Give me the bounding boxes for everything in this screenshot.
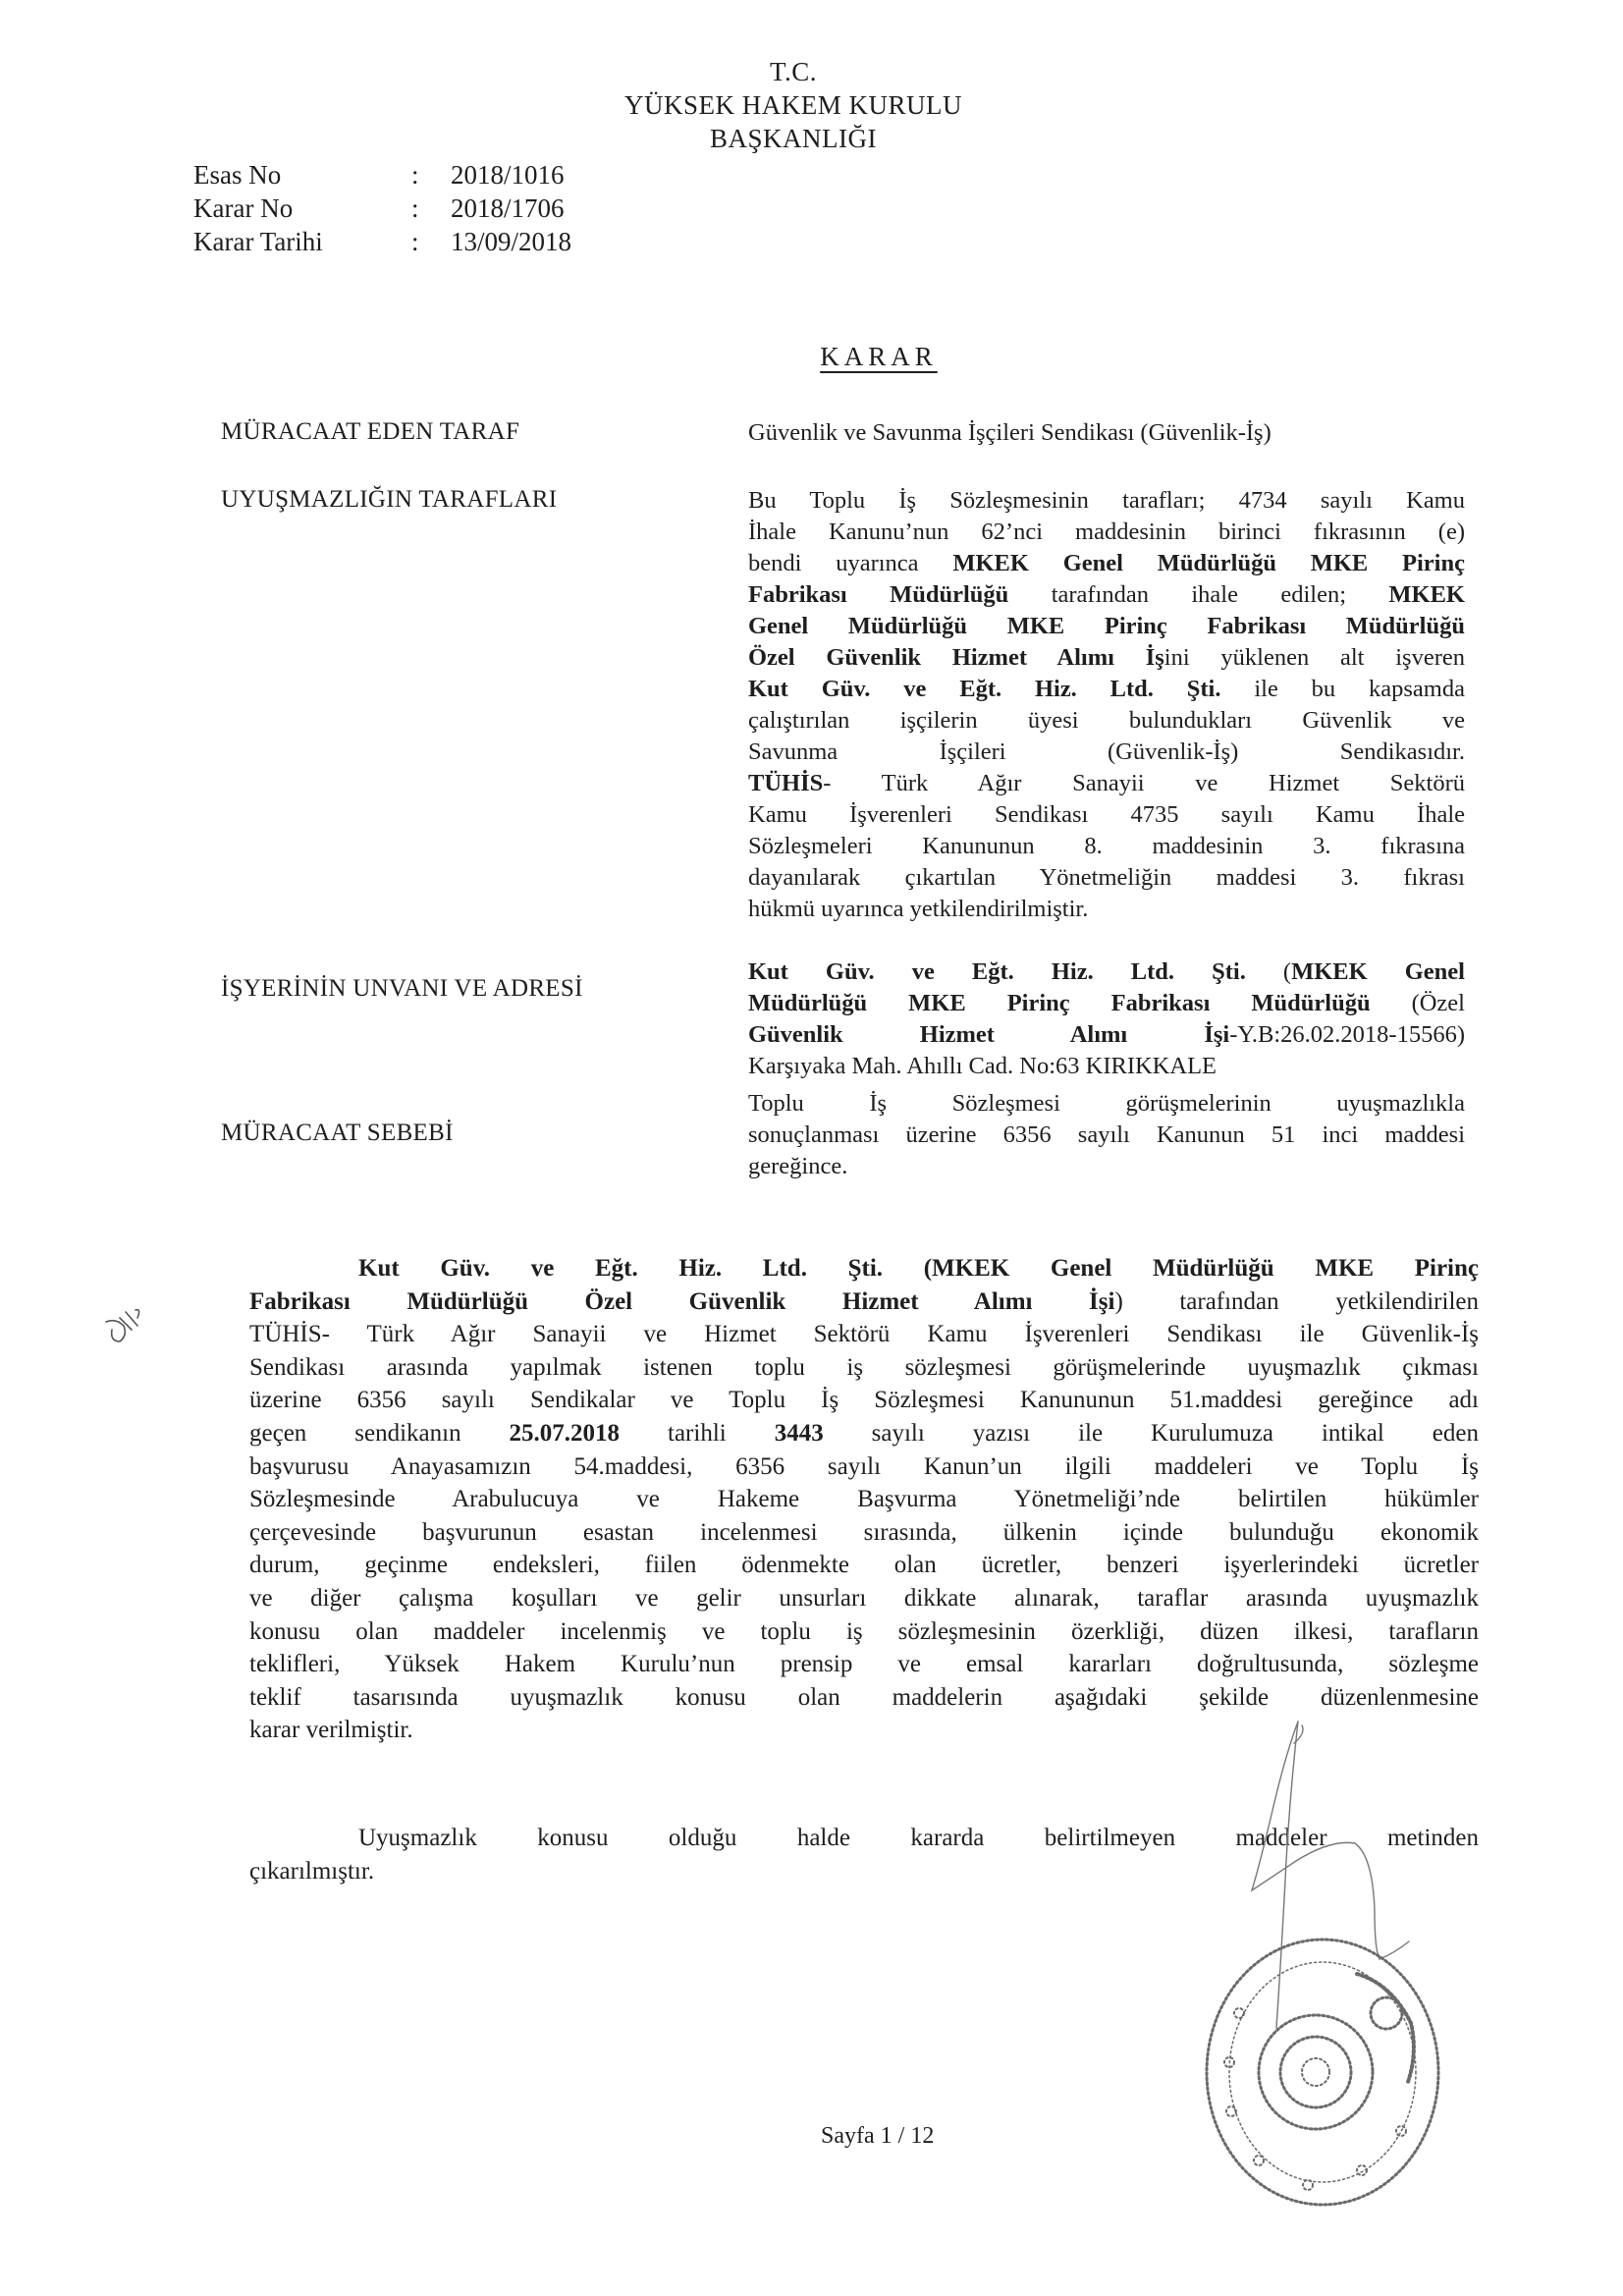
bold-run: Kut Güv. ve Eğt. Hiz. Ltd. Şti. — [748, 958, 1246, 985]
text-run: karar verilmiştir. — [249, 1717, 413, 1744]
value-muracaat-sebebi — [748, 1088, 1465, 1182]
meta-value: 2018/1706 — [451, 193, 565, 223]
text-run: tarihli — [620, 1419, 775, 1447]
text-line — [249, 1318, 1479, 1351]
official-seal-icon — [1200, 1935, 1445, 2219]
meta-value: 2018/1016 — [451, 160, 565, 190]
text-line — [748, 768, 1465, 799]
text-line — [748, 737, 1465, 768]
text-line — [249, 1516, 1479, 1550]
text-line — [249, 1615, 1479, 1649]
text-line — [748, 1120, 1465, 1151]
bold-run: MKEK Genel Müdürlüğü MKE Pirinç — [952, 550, 1465, 576]
text-run: ve diğer çalışma koşulları ve gelir unsurları dikkate alınarak, taraflar arasında uyuşmazlık — [249, 1584, 1479, 1612]
value-isyerinin-unvani-adresi — [748, 957, 1465, 1082]
text-line — [249, 1384, 1479, 1417]
text-run: TÜHİS- Türk Ağır Sanayii ve Hizmet Sektörü Kamu İşverenleri Sendikası ile Güvenlik-İş — [249, 1321, 1479, 1348]
text-run: çerçevesinde başvurunun esastan incelenmesi sırasında, ülkenin içinde bulunduğu ekonomik — [249, 1518, 1479, 1546]
text-line — [748, 417, 1465, 449]
text-run: Toplu İş Sözleşmesi görüşmelerinin uyuşmazlıkla — [748, 1090, 1465, 1117]
bold-run: Kut Güv. ve Eğt. Hiz. Ltd. Şti. (MKEK Genel Müdürlüğü MKE Pirinç — [358, 1255, 1479, 1282]
bold-run: Fabrikası Müdürlüğü — [748, 581, 1009, 608]
text-line — [249, 1285, 1479, 1319]
value-uyusmazligin-taraflari — [748, 485, 1465, 925]
meta-separator: : — [411, 160, 419, 190]
text-run: bendi uyarınca — [748, 550, 953, 576]
text-line — [249, 1450, 1479, 1484]
text-line — [249, 1549, 1479, 1582]
bold-run: Fabrikası Müdürlüğü Özel Güvenlik Hizmet Alımı İşi — [249, 1287, 1115, 1315]
value-muracaat-eden-taraf — [748, 417, 1465, 449]
label-muracaat-eden-taraf: MÜRACAAT EDEN TARAF — [221, 418, 520, 445]
bold-run: MKEK — [1388, 581, 1465, 608]
document-title: KARAR — [820, 342, 938, 371]
text-run: dayanılarak çıkartılan Yönetmeliğin maddesi 3. fıkrası — [748, 864, 1465, 891]
text-run: -Y.B:26.02.2018-15566) — [1229, 1021, 1465, 1048]
text-line — [748, 988, 1465, 1019]
text-line — [748, 548, 1465, 579]
bold-run: Genel Müdürlüğü MKE Pirinç Fabrikası Müdürlüğü — [748, 613, 1465, 639]
header-institution: YÜKSEK HAKEM KURULU — [624, 90, 962, 120]
text-line — [748, 957, 1465, 988]
text-run: Uyuşmazlık konusu olduğu halde kararda belirtilmeyen maddeler metinden — [358, 1825, 1479, 1851]
text-run: Sözleşmesinde Arabulucuya ve Hakeme Başvurma Yönetmeliği’nde belirtilen hükümler — [249, 1486, 1479, 1513]
bold-run: Özel Güvenlik Hizmet Alımı İş — [748, 644, 1164, 671]
text-run: ile bu kapsamda — [1220, 676, 1465, 702]
text-run: hükmü uyarınca yetkilendirilmiştir. — [748, 896, 1089, 922]
text-run: Savunma İşçileri (Güvenlik-İş) Sendikasıdır. — [748, 738, 1465, 765]
bold-run: 25.07.2018 — [509, 1419, 621, 1447]
paraph-icon — [98, 1296, 157, 1355]
text-run: teklifleri, Yüksek Hakem Kurulu’nun prensip ve emsal kararları doğrultusunda, sözleşme — [249, 1651, 1479, 1678]
text-run: çıkarılmıştır. — [249, 1857, 375, 1885]
text-line — [748, 642, 1465, 674]
text-run: tarafından ihale edilen; — [1008, 581, 1389, 608]
text-line — [748, 517, 1465, 548]
bold-run: TÜHİS — [748, 770, 824, 796]
text-run: Sendikası arasında yapılmak istenen toplu iş sözleşmesi görüşmelerinde uyuşmazlık çıkması — [249, 1353, 1479, 1381]
page-number: Sayfa 1 / 12 — [821, 2123, 935, 2149]
text-line — [748, 579, 1465, 611]
text-run: ) tarafından yetkilendirilen — [1114, 1287, 1479, 1315]
text-run: durum, geçinme endeksleri, fiilen ödenmekte olan ücretler, benzeri işyerlerindeki ücretler — [249, 1552, 1479, 1579]
bold-run: MKEK Genel — [1291, 958, 1465, 985]
text-run: ( — [1245, 958, 1292, 985]
text-run: - Türk Ağır Sanayii ve Hizmet Sektörü — [823, 770, 1465, 796]
text-line — [249, 1351, 1479, 1385]
label-uyusmazligin-taraflari: UYUŞMAZLIĞIN TARAFLARI — [221, 486, 558, 513]
text-run: ini yüklenen alt işveren — [1163, 644, 1465, 671]
text-run: Kamu İşverenleri Sendikası 4735 sayılı Kamu İhale — [748, 801, 1465, 828]
text-line — [249, 1681, 1479, 1715]
text-run: (Özel — [1370, 990, 1465, 1016]
text-run: Sözleşmeleri Kanununun 8. maddesinin 3. fıkrasına — [748, 833, 1465, 859]
text-run: gereğince. — [748, 1153, 848, 1179]
bold-run: 3443 — [774, 1419, 824, 1447]
text-run: Bu Toplu İş Sözleşmesinin tarafları; 4734 sayılı Kamu — [748, 487, 1465, 514]
text-run: geçen sendikanın — [249, 1419, 510, 1447]
label-isyerinin-unvani-adresi: İŞYERİNİN UNVANI VE ADRESİ — [221, 975, 583, 1002]
text-line — [748, 831, 1465, 862]
text-line — [748, 611, 1465, 642]
text-line — [748, 485, 1465, 517]
text-run: sonuçlanması üzerine 6356 sayılı Kanunun 51 inci maddesi — [748, 1121, 1465, 1148]
text-line — [748, 705, 1465, 737]
meta-label: Karar Tarihi — [193, 227, 323, 256]
text-line — [748, 862, 1465, 894]
text-line — [748, 674, 1465, 705]
text-line — [249, 1417, 1479, 1450]
text-line — [748, 1088, 1465, 1120]
meta-label: Esas No — [193, 160, 282, 190]
text-run: Güvenlik ve Savunma İşçileri Sendikası (Güvenlik-İş) — [748, 419, 1271, 446]
meta-separator: : — [411, 227, 419, 256]
text-line — [249, 1252, 1479, 1285]
bold-run: Müdürlüğü MKE Pirinç Fabrikası Müdürlüğü — [748, 990, 1371, 1016]
decision-paragraph — [249, 1252, 1479, 1747]
label-muracaat-sebebi: MÜRACAAT SEBEBİ — [221, 1120, 454, 1146]
text-run: sayılı yazısı ile Kurulumuza intikal eden — [823, 1419, 1479, 1447]
text-line — [748, 894, 1465, 925]
text-run: üzerine 6356 sayılı Sendikalar ve Toplu İş Sözleşmesi Kanununun 51.maddesi gereğince adı — [249, 1387, 1479, 1414]
text-run: Karşıyaka Mah. Ahıllı Cad. No:63 KIRIKKALE — [748, 1053, 1217, 1079]
text-run: konusu olan maddeler incelenmiş ve toplu iş sözleşmesinin özerkliği, düzen ilkesi, tarafların — [249, 1617, 1479, 1645]
text-line — [748, 1051, 1465, 1082]
header-tc: T.C. — [770, 57, 817, 86]
meta-separator: : — [411, 193, 419, 223]
text-line — [249, 1648, 1479, 1681]
text-line — [249, 1483, 1479, 1516]
text-line — [748, 799, 1465, 831]
text-run: teklif tasarısında uyuşmazlık konusu olan maddelerin aşağıdaki şekilde düzenlenmesine — [249, 1683, 1479, 1711]
text-line — [748, 1151, 1465, 1182]
text-run: başvurusu Anayasamızın 54.maddesi, 6356 sayılı Kanun’un ilgili maddeleri ve Toplu İş — [249, 1452, 1479, 1480]
text-line — [249, 1582, 1479, 1615]
meta-value: 13/09/2018 — [451, 227, 572, 256]
bold-run: Kut Güv. ve Eğt. Hiz. Ltd. Şti. — [748, 676, 1221, 702]
text-line — [748, 1019, 1465, 1051]
meta-label: Karar No — [193, 193, 294, 223]
text-run: İhale Kanunu’nun 62’nci maddesinin birinci fıkrasının (e) — [748, 519, 1465, 545]
text-run: çalıştırılan işçilerin üyesi bulundukları Güvenlik ve — [748, 707, 1465, 734]
bold-run: Güvenlik Hizmet Alımı İşi — [748, 1021, 1230, 1048]
header-presidency: BAŞKANLIĞI — [710, 124, 877, 153]
